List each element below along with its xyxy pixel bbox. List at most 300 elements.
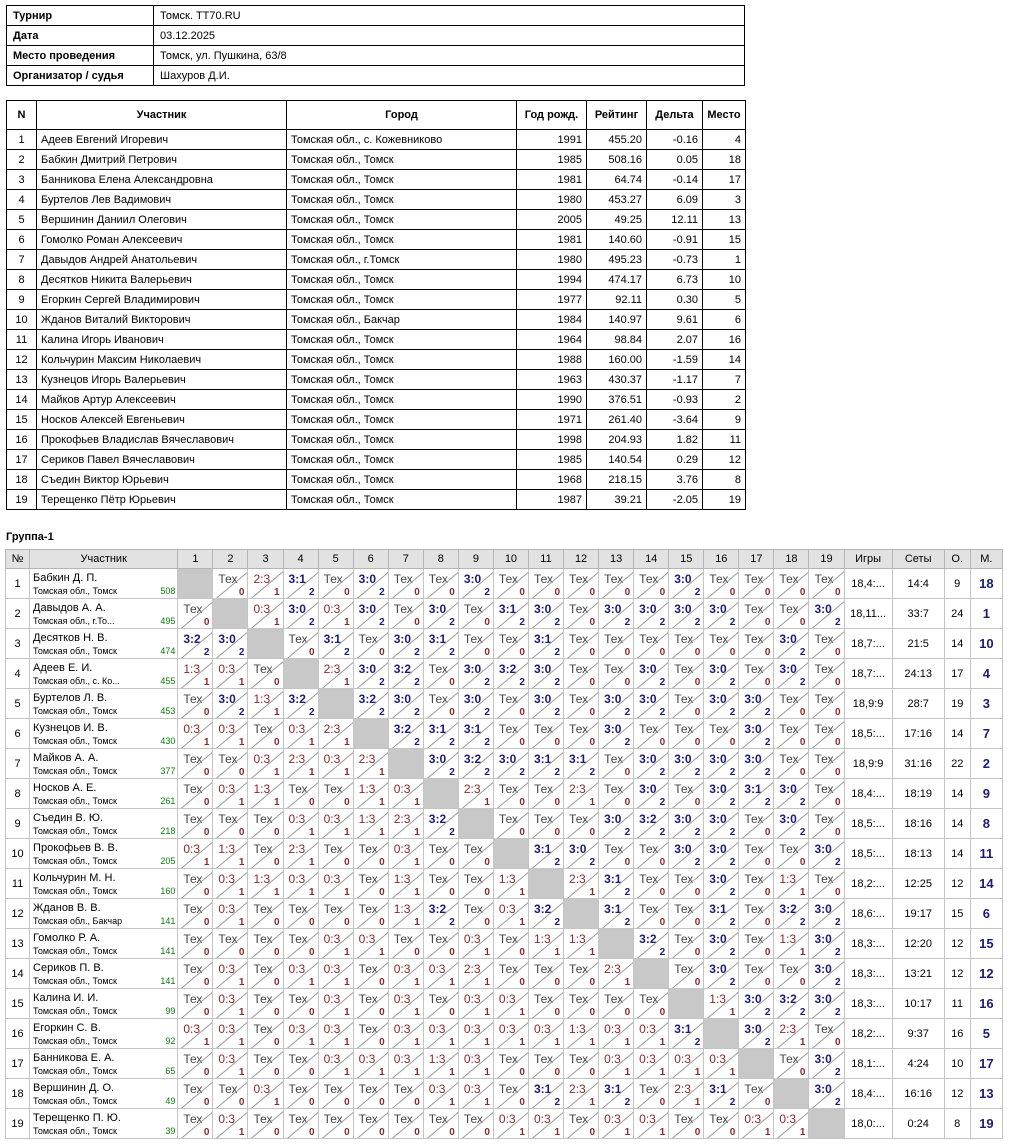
match-points: 0 <box>554 1007 561 1018</box>
participant-cell: Бабкин Дмитрий Петрович <box>37 150 287 170</box>
match-points: 2 <box>729 1097 736 1108</box>
match-score: Тех <box>498 692 518 706</box>
match-result <box>739 1019 774 1049</box>
match-points: 0 <box>729 737 736 748</box>
match-result <box>669 929 704 959</box>
match-result <box>599 629 634 659</box>
match-score: Тех <box>428 932 448 946</box>
group-sets: 0:24 <box>892 1109 944 1139</box>
match-points: 2 <box>379 617 385 628</box>
participant-cell: 218.15 <box>587 470 647 490</box>
match-score: 0:3 <box>218 992 236 1006</box>
group-games: 18,7:... <box>844 629 892 659</box>
match-points: 2 <box>414 737 420 748</box>
match-points: 1 <box>694 1097 701 1108</box>
participant-cell: Жданов Виталий Викторович <box>37 310 287 330</box>
match-points: 2 <box>624 1097 631 1108</box>
match-points: 0 <box>484 617 490 628</box>
match-result <box>564 599 599 629</box>
match-result <box>493 1049 528 1079</box>
match-score: Тех <box>639 572 659 586</box>
match-score: 3:0 <box>218 692 236 706</box>
match-result <box>809 839 844 869</box>
group-row <box>6 959 1003 989</box>
match-points: 2 <box>519 677 525 688</box>
match-points: 2 <box>659 947 666 958</box>
match-result <box>669 779 704 809</box>
match-score: 2:3 <box>569 782 586 796</box>
match-score: Тех <box>428 992 448 1006</box>
match-score: 0:3 <box>323 812 341 826</box>
match-result <box>564 1019 599 1049</box>
match-result <box>178 869 213 899</box>
player-name: Кузнецов И. В. <box>33 721 108 734</box>
match-score: Тех <box>533 992 554 1006</box>
match-points: 2 <box>449 737 455 748</box>
match-result <box>353 1079 388 1109</box>
match-points: 1 <box>344 1007 350 1018</box>
match-points: 1 <box>484 1097 490 1108</box>
match-points: 0 <box>764 917 771 928</box>
group-games: 18,5:... <box>844 719 892 749</box>
match-score: Тех <box>463 842 483 856</box>
match-result <box>318 1049 353 1079</box>
match-score: 0:3 <box>218 1022 236 1036</box>
match-score: 3:0 <box>814 932 832 946</box>
group-games: 18,4:... <box>844 779 892 809</box>
match-score: 0:3 <box>393 1022 411 1036</box>
match-score: 1:3 <box>358 812 376 826</box>
match-points: 1 <box>519 887 525 898</box>
player-city <box>33 856 177 866</box>
group-place: 14 <box>970 869 1002 899</box>
participant-cell: 3 <box>703 190 746 210</box>
match-result <box>248 779 283 809</box>
group-player <box>30 1109 178 1139</box>
match-points: 0 <box>309 1067 315 1078</box>
match-result <box>739 1109 774 1139</box>
match-score: Тех <box>218 572 238 586</box>
match-score: Тех <box>393 1112 413 1126</box>
match-score: Тех <box>183 1052 203 1066</box>
participant-cell: 12 <box>703 450 746 470</box>
match-score: 0:3 <box>709 1052 726 1066</box>
group-header: 8 <box>423 550 458 569</box>
match-score: 2:3 <box>779 1022 797 1036</box>
match-score: 3:0 <box>393 632 412 646</box>
match-score: 3:1 <box>533 842 552 856</box>
match-score: Тех <box>779 842 799 856</box>
match-result <box>704 599 739 629</box>
info-value: Томск. TT70.RU <box>154 6 745 26</box>
match-points: 1 <box>379 1067 385 1078</box>
match-points: 1 <box>344 677 350 688</box>
match-score: 0:3 <box>183 842 201 856</box>
player-city <box>33 766 177 776</box>
match-points: 1 <box>589 1097 596 1108</box>
match-points: 0 <box>203 1067 210 1078</box>
match-points: 2 <box>554 707 561 718</box>
group-games: 18,5:... <box>844 809 892 839</box>
group-header: 4 <box>283 550 318 569</box>
match-score: 3:0 <box>218 632 236 646</box>
group-header: № <box>6 550 30 569</box>
match-result <box>353 959 388 989</box>
match-score: 3:0 <box>744 722 762 736</box>
match-result <box>178 809 213 839</box>
match-points: 0 <box>694 647 701 658</box>
participant-cell: -2.05 <box>647 490 703 510</box>
match-points: 2 <box>309 617 315 628</box>
match-score: Тех <box>253 992 273 1006</box>
match-score: Тех <box>218 932 238 946</box>
match-result <box>493 899 528 929</box>
match-result <box>388 959 423 989</box>
group-row-number: 9 <box>6 809 30 839</box>
group-sets: 10:17 <box>892 989 944 1019</box>
match-score: Тех <box>744 572 764 586</box>
group-row <box>6 659 1003 689</box>
match-points: 0 <box>799 707 806 718</box>
participant-row <box>7 370 746 390</box>
group-header: 2 <box>213 550 248 569</box>
match-result <box>739 689 774 719</box>
match-score: 0:3 <box>393 1052 411 1066</box>
match-points: 0 <box>554 1067 561 1078</box>
match-result <box>213 899 248 929</box>
match-score: Тех <box>569 572 589 586</box>
match-points: 0 <box>589 647 596 658</box>
match-score: 3:0 <box>709 602 727 616</box>
participant-cell: Калина Игорь Иванович <box>37 330 287 350</box>
match-score: 3:0 <box>288 602 306 616</box>
match-score: 0:3 <box>393 962 411 976</box>
match-result <box>283 719 318 749</box>
participant-cell: 1980 <box>517 190 587 210</box>
match-score: 0:3 <box>253 602 271 616</box>
match-points: 1 <box>344 1067 350 1078</box>
match-score: Тех <box>358 872 378 886</box>
match-result <box>458 689 493 719</box>
match-score: 0:3 <box>463 992 481 1006</box>
participant-cell: 15 <box>7 410 37 430</box>
match-score: 0:3 <box>323 1052 341 1066</box>
match-score: Тех <box>814 1022 834 1036</box>
participant-cell: -0.93 <box>647 390 703 410</box>
match-result <box>388 719 423 749</box>
group-header: 3 <box>248 550 283 569</box>
match-result <box>283 1049 318 1079</box>
match-points: 1 <box>519 1037 525 1048</box>
player-city-text: Томская обл., Томск <box>33 945 117 956</box>
match-points: 2 <box>484 737 490 748</box>
match-result <box>739 749 774 779</box>
match-result <box>739 779 774 809</box>
match-points: 0 <box>203 917 210 928</box>
match-result <box>423 929 458 959</box>
match-score: Тех <box>428 1112 448 1126</box>
group-place: 2 <box>970 749 1002 779</box>
match-score: Тех <box>183 752 203 766</box>
participant-cell: Кузнецов Игорь Валерьевич <box>37 370 287 390</box>
match-score: 1:3 <box>569 932 586 946</box>
match-score: 0:3 <box>253 1082 271 1096</box>
match-score: Тех <box>674 692 694 706</box>
match-result <box>739 629 774 659</box>
match-points: 1 <box>273 1097 280 1108</box>
match-points: 1 <box>589 947 596 958</box>
match-points: 0 <box>379 1007 385 1018</box>
match-points: 1 <box>519 1007 525 1018</box>
match-score: 3:0 <box>639 602 657 616</box>
group-games: 18,3:... <box>844 929 892 959</box>
participant-cell: Томская обл., г.Томск <box>287 250 517 270</box>
match-points: 1 <box>449 1037 455 1048</box>
match-result <box>178 959 213 989</box>
match-result <box>423 1019 458 1049</box>
match-points: 2 <box>834 917 841 928</box>
match-result <box>493 749 528 779</box>
match-result <box>353 1049 388 1079</box>
match-score: Тех <box>288 902 308 916</box>
match-points: 1 <box>519 1127 525 1138</box>
participant-cell: 376.51 <box>587 390 647 410</box>
participant-cell: Егоркин Сергей Владимирович <box>37 290 287 310</box>
match-result <box>774 719 809 749</box>
participant-cell: 4 <box>703 130 746 150</box>
group-sets: 16:16 <box>892 1079 944 1109</box>
group-games: 18,9:9 <box>844 689 892 719</box>
match-points: 2 <box>414 677 420 688</box>
match-points: 2 <box>624 737 631 748</box>
self-cell <box>178 569 213 599</box>
match-score: 3:0 <box>533 692 552 706</box>
match-points: 1 <box>659 1067 666 1078</box>
match-result <box>774 899 809 929</box>
match-points: 1 <box>484 797 490 808</box>
match-result <box>283 599 318 629</box>
group-row <box>6 599 1003 629</box>
match-points: 2 <box>344 647 350 658</box>
match-score: 1:3 <box>428 1052 446 1066</box>
match-score: Тех <box>358 632 378 646</box>
match-result <box>248 869 283 899</box>
match-result <box>388 1019 423 1049</box>
match-points: 1 <box>203 677 210 688</box>
match-score: Тех <box>358 902 378 916</box>
match-result <box>493 599 528 629</box>
match-points: 1 <box>414 917 420 928</box>
match-score: Тех <box>183 1112 203 1126</box>
match-score: Тех <box>358 962 378 976</box>
match-score: Тех <box>814 572 834 586</box>
match-points: 1 <box>344 737 350 748</box>
match-points: 0 <box>379 1127 385 1138</box>
match-score: Тех <box>498 632 518 646</box>
match-score: 1:3 <box>218 842 236 856</box>
match-result <box>178 989 213 1019</box>
participant-cell: Прокофьев Владислав Вячеславович <box>37 430 287 450</box>
match-result <box>704 659 739 689</box>
group-points: 14 <box>944 839 970 869</box>
match-points: 1 <box>379 947 385 958</box>
match-score: Тех <box>183 932 203 946</box>
match-score: 3:2 <box>428 902 447 916</box>
match-result <box>213 1019 248 1049</box>
group-place: 13 <box>970 1079 1002 1109</box>
match-result <box>283 989 318 1019</box>
match-result <box>178 1049 213 1079</box>
match-result <box>528 989 563 1019</box>
match-score: 3:0 <box>674 572 692 586</box>
match-points: 2 <box>309 707 315 718</box>
match-result <box>423 1079 458 1109</box>
group-row <box>6 1079 1003 1109</box>
group-row-number: 12 <box>6 899 30 929</box>
match-points: 0 <box>694 677 701 688</box>
match-points: 1 <box>449 977 455 988</box>
participant-cell: 17 <box>7 450 37 470</box>
match-points: 1 <box>344 977 350 988</box>
match-points: 2 <box>309 587 315 598</box>
match-result <box>178 689 213 719</box>
group-games: 18,2:... <box>844 869 892 899</box>
match-score: Тех <box>183 812 203 826</box>
match-result <box>669 899 704 929</box>
match-result <box>774 869 809 899</box>
player-city-text: Томская обл., Томск <box>33 645 117 656</box>
player-rating: 455 <box>160 675 176 686</box>
participant-row <box>7 470 746 490</box>
match-points: 0 <box>273 947 280 958</box>
match-points: 2 <box>729 857 736 868</box>
participant-cell: 92.11 <box>587 290 647 310</box>
match-result <box>283 869 318 899</box>
player-city <box>33 1096 177 1106</box>
match-points: 2 <box>449 827 455 838</box>
match-points: 0 <box>273 1067 280 1078</box>
participant-cell: 9.61 <box>647 310 703 330</box>
player-name: Сериков П. В. <box>33 961 104 974</box>
group-points: 24 <box>944 599 970 629</box>
match-score: 3:2 <box>533 902 552 916</box>
match-score: Тех <box>358 1112 378 1126</box>
player-name: Гомолко Р. А. <box>33 931 101 944</box>
match-points: 0 <box>449 887 455 898</box>
match-score: 0:3 <box>288 962 306 976</box>
participant-cell: 1.82 <box>647 430 703 450</box>
match-points: 1 <box>624 977 631 988</box>
match-result <box>248 959 283 989</box>
match-result <box>528 809 563 839</box>
match-score: Тех <box>428 692 448 706</box>
participant-cell: 430.37 <box>587 370 647 390</box>
match-result <box>704 779 739 809</box>
participant-cell: 474.17 <box>587 270 647 290</box>
match-score: Тех <box>709 1112 729 1126</box>
match-result <box>318 629 353 659</box>
match-points: 0 <box>624 677 631 688</box>
match-result <box>599 1049 634 1079</box>
match-result <box>493 959 528 989</box>
match-score: Тех <box>674 632 694 646</box>
group-header: 16 <box>704 550 739 569</box>
group-row <box>6 929 1003 959</box>
match-score: Тех <box>569 1112 589 1126</box>
match-result <box>493 1109 528 1139</box>
match-score: 0:3 <box>533 1112 551 1126</box>
player-city <box>33 616 177 626</box>
match-points: 1 <box>344 947 350 958</box>
match-result <box>353 869 388 899</box>
match-score: 3:0 <box>639 752 657 766</box>
match-result <box>493 1019 528 1049</box>
self-cell <box>248 629 283 659</box>
participant-cell: 7 <box>703 370 746 390</box>
group-place: 8 <box>970 809 1002 839</box>
match-points: 1 <box>414 1067 420 1078</box>
match-result <box>704 929 739 959</box>
match-result <box>423 629 458 659</box>
match-score: 3:0 <box>709 662 727 676</box>
match-score: Тех <box>463 872 483 886</box>
match-result <box>774 839 809 869</box>
match-points: 1 <box>589 1037 596 1048</box>
match-score: Тех <box>323 902 343 916</box>
match-score: Тех <box>253 902 273 916</box>
player-city-text: Томская обл., Томск <box>33 975 117 986</box>
match-score: Тех <box>498 722 518 736</box>
group-points: 15 <box>944 899 970 929</box>
match-points: 1 <box>484 1067 490 1078</box>
match-result <box>669 659 704 689</box>
match-result <box>178 599 213 629</box>
match-points: 1 <box>799 1037 806 1048</box>
match-points: 1 <box>519 917 525 928</box>
match-result <box>458 899 493 929</box>
match-points: 2 <box>624 617 631 628</box>
group-place: 16 <box>970 989 1002 1019</box>
participant-cell: 16 <box>7 430 37 450</box>
group-points: 12 <box>944 959 970 989</box>
participant-cell: 6 <box>703 310 746 330</box>
match-score: Тех <box>288 932 308 946</box>
match-score: 1:3 <box>393 902 411 916</box>
match-result <box>318 1079 353 1109</box>
match-result <box>283 779 318 809</box>
participant-cell: Томская обл., Бакчар <box>287 310 517 330</box>
self-cell <box>634 959 669 989</box>
match-points: 0 <box>414 1127 420 1138</box>
player-name: Носков А. Е. <box>33 781 97 794</box>
player-name: Десятков Н. В. <box>33 631 108 644</box>
match-points: 2 <box>379 707 385 718</box>
match-score: Тех <box>323 1082 343 1096</box>
match-score: Тех <box>744 842 764 856</box>
match-score: Тех <box>533 962 554 976</box>
group-row <box>6 809 1003 839</box>
match-points: 0 <box>799 977 806 988</box>
match-points: 0 <box>484 857 490 868</box>
match-points: 1 <box>238 977 245 988</box>
participant-cell: 9 <box>7 290 37 310</box>
participant-cell: Адеев Евгений Игоревич <box>37 130 287 150</box>
match-result <box>283 929 318 959</box>
match-points: 2 <box>203 647 210 658</box>
match-points: 1 <box>729 1067 736 1078</box>
match-score: Тех <box>463 602 483 616</box>
match-result <box>739 839 774 869</box>
